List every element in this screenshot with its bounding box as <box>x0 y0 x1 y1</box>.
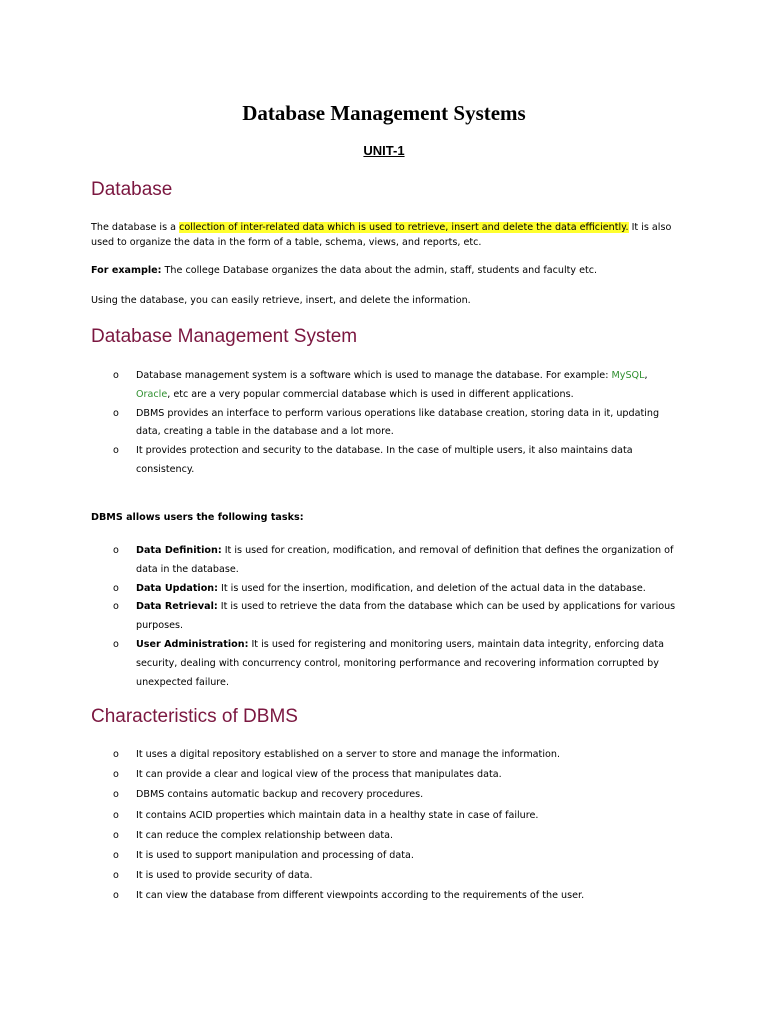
bullet-circle-icon: o <box>113 890 119 902</box>
bullet-circle-icon: o <box>113 370 119 381</box>
bullet-circle-icon: o <box>113 545 119 556</box>
database-definition-paragraph <box>91 220 681 250</box>
list-item <box>0 828 681 843</box>
tasks-intro-text: DBMS allows users the following tasks: <box>91 512 304 523</box>
bullet-circle-icon: o <box>113 601 119 613</box>
tasks-list <box>0 542 700 692</box>
task-text: It is used for creation, modification, and removal of definition that defines the organization of data in the database. <box>136 545 674 575</box>
list-item <box>0 367 681 405</box>
list-item <box>0 787 681 802</box>
task-text: It is used for registering and monitoring users, maintain data integrity, enforcing data security, dealing with concurrency control, monitoring performance and recovering information corrupted by unexpected failure. <box>136 638 665 688</box>
task-label: Data Updation: <box>136 582 218 594</box>
item-text: It is used to support manipulation and processing of data. <box>136 849 414 861</box>
bullet-circle-icon: o <box>113 789 119 801</box>
heading-dbms: Database Management System <box>91 326 358 347</box>
list-item <box>0 636 681 692</box>
oracle-text: Oracle <box>136 388 168 400</box>
item-text: , etc are a very popular commercial database which is used in different applications. <box>167 388 574 400</box>
list-item <box>0 598 681 636</box>
unit-label: UNIT-1 <box>363 143 405 158</box>
bullet-circle-icon: o <box>113 582 119 594</box>
tasks-intro <box>91 510 681 525</box>
usage-paragraph: Using the database, you can easily retrieve, insert, and delete the information. <box>91 295 471 306</box>
document-title: Database Management Systems <box>242 101 526 125</box>
task-text: It is used to retrieve the data from the database which can be used by applications for various purposes. <box>136 601 676 632</box>
list-item <box>0 580 681 599</box>
bullet-circle-icon: o <box>113 849 119 861</box>
example-label: For example: <box>91 265 162 276</box>
item-text: It can provide a clear and logical view of the process that manipulates data. <box>136 769 502 781</box>
item-comma: , <box>644 370 648 381</box>
task-label: Data Retrieval: <box>136 601 218 613</box>
characteristics-list <box>0 747 700 909</box>
definition-start: The database is a <box>91 222 180 233</box>
heading-characteristics: Characteristics of DBMS <box>91 706 298 727</box>
item-text: DBMS provides an interface to perform various operations like database creation, storing data in it, updating data, creating a table in the database and a lot more. <box>136 407 660 438</box>
mysql-text: MySQL <box>611 370 645 381</box>
example-paragraph <box>91 263 681 278</box>
bullet-circle-icon: o <box>113 870 119 882</box>
task-label: User Administration: <box>136 638 249 650</box>
bullet-circle-icon: o <box>113 638 119 650</box>
heading-database: Database <box>91 179 173 200</box>
list-item <box>0 848 681 863</box>
dbms-bullet-list <box>0 367 700 480</box>
item-text: Database management system is a software which is used to manage the database. For example: <box>136 370 612 381</box>
bullet-circle-icon: o <box>113 769 119 781</box>
item-text: It contains ACID properties which maintain data in a healthy state in case of failure. <box>136 809 539 821</box>
item-text: It is used to provide security of data. <box>136 870 313 882</box>
definition-end: It is also used to organize the data in the form of a table, schema, views, and reports, etc. <box>91 222 672 248</box>
list-item <box>0 767 681 782</box>
bullet-circle-icon: o <box>113 809 119 821</box>
bullet-circle-icon: o <box>113 445 119 457</box>
list-item <box>0 868 681 883</box>
task-text: It is used for the insertion, modification, and deletion of the actual data in the database. <box>217 582 646 594</box>
example-text: The college Database organizes the data about the admin, staff, students and faculty etc. <box>161 265 598 276</box>
item-text: It provides protection and security to the database. In the case of multiple users, it also maintains data consistency. <box>136 445 633 475</box>
bullet-circle-icon: o <box>113 407 119 419</box>
item-text: It can reduce the complex relationship between data. <box>136 829 394 841</box>
bullet-circle-icon: o <box>113 749 119 760</box>
list-item <box>0 808 681 823</box>
list-item <box>0 747 681 762</box>
item-text: It uses a digital repository established on a server to store and manage the information. <box>136 749 560 760</box>
item-text: It can view the database from different viewpoints according to the requirements of the user. <box>136 890 585 902</box>
task-label: Data Definition: <box>136 545 222 556</box>
list-item <box>0 888 681 903</box>
bullet-circle-icon: o <box>113 829 119 841</box>
item-text: DBMS contains automatic backup and recovery procedures. <box>136 789 424 801</box>
definition-highlight: collection of inter-related data which is used to retrieve, insert and delete the data efficiently. <box>179 222 629 233</box>
list-item <box>0 442 681 480</box>
list-item <box>0 405 681 443</box>
list-item <box>0 542 681 580</box>
